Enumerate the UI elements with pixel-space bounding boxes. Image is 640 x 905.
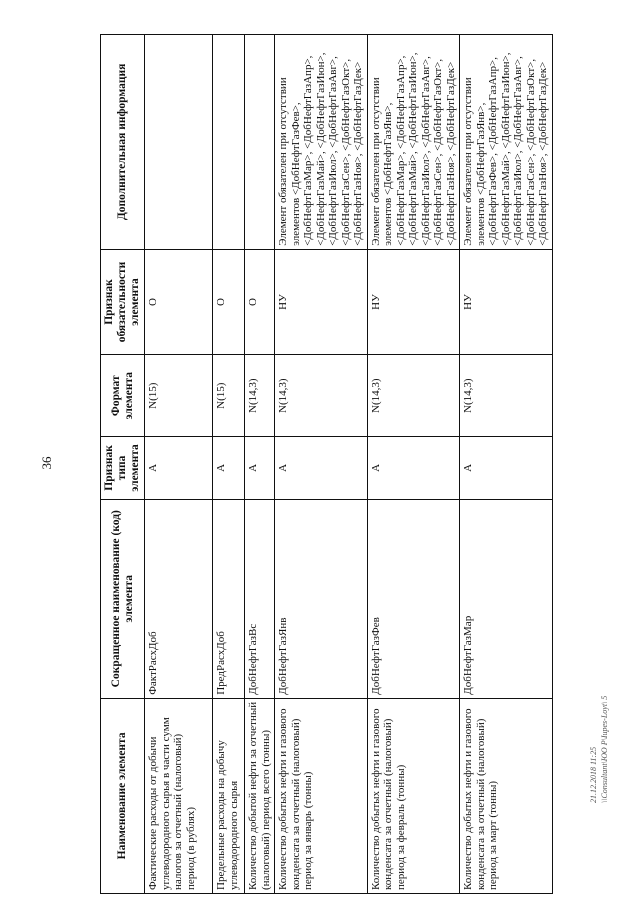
info-line: <ДобНефтГазМай>, <ДобНефтГазИюн>, [407, 52, 419, 246]
info-line: <ДобНефтГазСен>, <ДобНефтГазОкт>, [339, 58, 352, 246]
info-line: <ДобНефтГазСен>, <ДобНефтГазОкт>, [432, 58, 444, 246]
cell-type: А [460, 437, 553, 499]
cell-info [213, 35, 245, 250]
info-line: <ДобНефтГазМар>, <ДобНефтГазАпр>, [302, 55, 314, 246]
cell-required: О [145, 249, 213, 354]
info-line: <ДобНефтГазМай>, <ДобНефтГазИюн>, [314, 52, 327, 246]
info-line: <ДобНефтГазСен>, <ДобНефтГазОкт>, [524, 58, 537, 246]
cell-info [275, 35, 368, 250]
cell-required: НУ [460, 249, 553, 354]
elements-table [100, 34, 553, 894]
cell-type: А [213, 437, 245, 499]
info-line: <ДобНефтГазМар>, <ДобНефтГазАпр>, [394, 55, 407, 246]
table-row [245, 35, 275, 894]
cell-info [460, 35, 553, 250]
cell-name: Количество добытых нефти и газового конденсата за отчетный (налоговый) период за март (тонны) [460, 698, 553, 893]
cell-code: ПредРасхДоб [213, 499, 245, 698]
cell-code: ДобНефтГазЯнв [275, 499, 368, 698]
cell-format: N(14,3) [245, 355, 275, 437]
table-header-row [101, 35, 145, 894]
header-format: Формат элемента [101, 355, 145, 437]
info-line: Элемент обязателен при отсутствии [369, 77, 382, 246]
cell-format: N(14,3) [275, 355, 368, 437]
cell-type: А [275, 437, 368, 499]
cell-info [245, 35, 275, 250]
cell-type: А [245, 437, 275, 499]
cell-code: ДобНефтГазФев [367, 499, 460, 698]
cell-code: ФактРасхДоб [145, 499, 213, 698]
cell-format: N(14,3) [460, 355, 553, 437]
cell-format: N(15) [213, 355, 245, 437]
header-code: Сокращенное наименование (код) элемента [101, 499, 145, 698]
cell-code: ДобНефтГазМар [460, 499, 553, 698]
info-line: <ДобНефтГазИюл>, <ДобНефтГазАвг>, [327, 56, 339, 246]
info-line: <ДобНефтГазНоя>, <ДобНефтГазДек> [444, 61, 457, 246]
cell-required: О [213, 249, 245, 354]
info-line: <ДобНефтГазИюл>, <ДобНефтГазАвг>, [512, 56, 524, 246]
info-line: <ДобНефтГазИюл>, <ДобНефтГазАвг>, [419, 56, 432, 246]
cell-required: НУ [367, 249, 460, 354]
info-line: <ДобНефтГазНоя>, <ДобНефтГазДек> [352, 61, 364, 246]
cell-name: Количество добытой нефти за отчетный (налоговый) период всего (тонны) [245, 698, 275, 893]
table-row [275, 35, 368, 894]
cell-required: НУ [275, 249, 368, 354]
header-name: Наименование элемента [101, 698, 145, 893]
info-line: Элемент обязателен при отсутствии [277, 77, 289, 246]
table-row [367, 35, 460, 894]
cell-name: Фактические расходы от добычи углеводородного сырья в части сумм налогов за отчетный (налоговый) период (в рублях) [145, 698, 213, 893]
page-number: 36 [39, 456, 54, 470]
cell-name: Количество добытых нефти и газового конденсата за отчетный (налоговый) период за февраль (тонны) [367, 698, 460, 893]
info-line: <ДобНефтГазНоя>, <ДобНефтГазДек> [537, 61, 549, 246]
cell-info [145, 35, 213, 250]
info-line: <ДобНефтГазФев>, <ДобНефтГазАпр>, [487, 57, 499, 246]
info-line: элементов <ДобНефтГазЯнв>, [382, 102, 394, 246]
stamp-path: \\Consultant\ЮО Р\Iupes-Loyt\ 5 [600, 695, 609, 803]
cell-info [367, 35, 460, 250]
info-line: элементов <ДобНефтГазЯнв>, [474, 102, 487, 246]
cell-type: А [145, 437, 213, 499]
table-row [460, 35, 553, 894]
table-row [213, 35, 245, 894]
info-line: Элемент обязателен при отсутствии [462, 77, 474, 246]
header-info: Дополнительная информация [101, 35, 145, 250]
cell-required: О [245, 249, 275, 354]
cell-type: А [367, 437, 460, 499]
info-line: элементов <ДобНефтГазФев>, [289, 102, 302, 246]
info-line: <ДобНефтГазМай>, <ДобНефтГазИюн>, [499, 52, 512, 246]
header-required: Признак обязательности элемента [101, 249, 145, 354]
header-type: Признак типа элемента [101, 437, 145, 499]
cell-name: Количество добытых нефти и газового конденсата за отчетный (налоговый) период за январь (тонны) [275, 698, 368, 893]
cell-format: N(15) [145, 355, 213, 437]
table-row [145, 35, 213, 894]
cell-code: ДобНефтГазВс [245, 499, 275, 698]
print-stamp [588, 696, 610, 803]
stamp-date: 21.12.2018 11:25 [589, 746, 598, 803]
cell-format: N(14,3) [367, 355, 460, 437]
cell-name: Предельные расходы на добычу углеводородного сырья [213, 698, 245, 893]
rotated-table-container [100, 34, 549, 894]
